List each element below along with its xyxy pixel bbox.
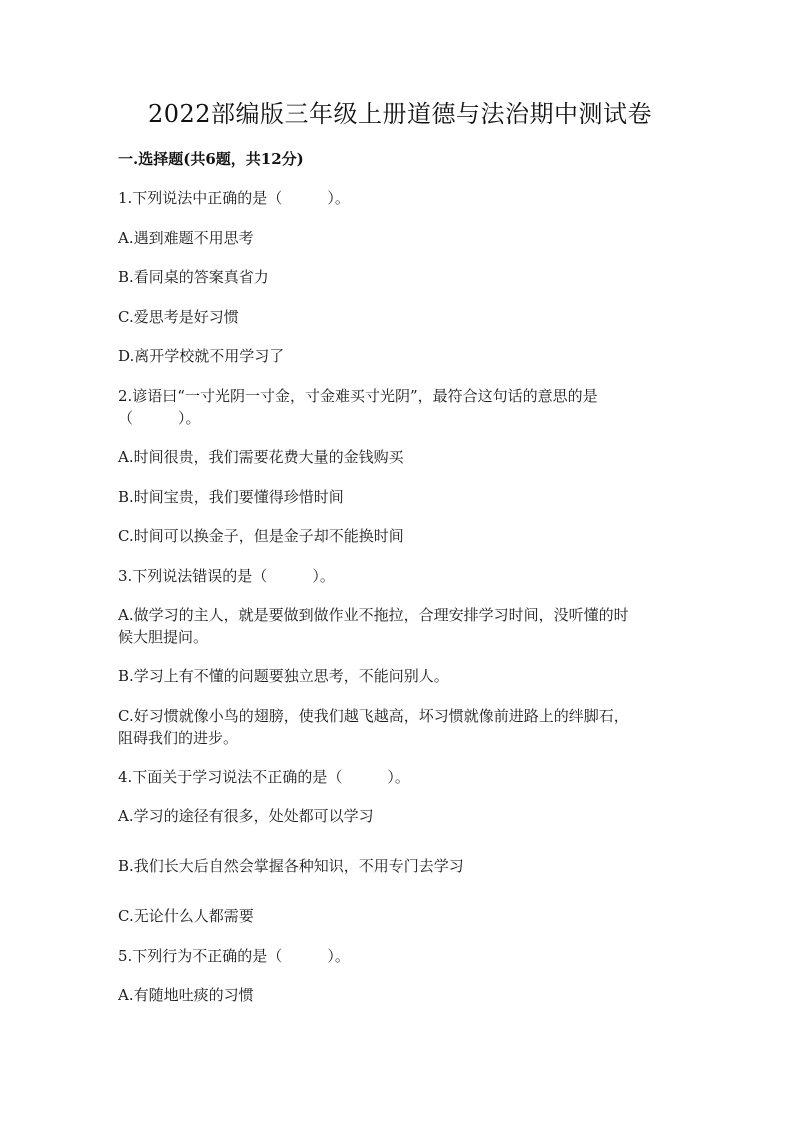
question-2-option-a: A.时间很贵，我们需要花费大量的金钱购买: [118, 448, 404, 466]
question-4-option-c: C.无论什么人都需要: [118, 907, 254, 925]
question-1-option-c: C.爱思考是好习惯: [118, 308, 239, 326]
question-5-stem: 5.下列行为不正确的是（ ）。: [118, 947, 350, 965]
question-5-option-a: A.有随地吐痰的习惯: [118, 986, 254, 1004]
question-3-stem: 3.下列说法错误的是（ ）。: [118, 567, 335, 585]
question-3-option-a-line1: A.做学习的主人，就是要做到做作业不拖拉，合理安排学习时间，没听懂的时: [118, 606, 629, 624]
question-4-option-b: B.我们长大后自然会掌握各种知识，不用专门去学习: [118, 857, 464, 875]
question-2-option-c: C.时间可以换金子，但是金子却不能换时间: [118, 527, 404, 545]
question-1-stem: 1.下列说法中正确的是（ ）。: [118, 189, 350, 207]
question-1-option-b: B.看同桌的答案真省力: [118, 268, 269, 286]
question-3-option-b: B.学习上有不懂的问题要独立思考，不能问别人。: [118, 667, 449, 685]
question-1-option-d: D.离开学校就不用学习了: [118, 347, 285, 365]
question-4-stem: 4.下面关于学习说法不正确的是（ ）。: [118, 768, 410, 786]
question-3-option-c-line1: C.好习惯就像小鸟的翅膀，使我们越飞越高，坏习惯就像前进路上的绊脚石，: [118, 707, 629, 725]
section-heading: 一.选择题(共6题，共12分): [118, 150, 304, 168]
question-3-option-c-line2: 阻碍我们的进步。: [118, 729, 239, 747]
question-1-option-a: A.遇到难题不用思考: [118, 229, 254, 247]
question-4-option-a: A.学习的途径有很多，处处都可以学习: [118, 807, 374, 825]
page-title: 2022部编版三年级上册道德与法治期中测试卷: [147, 100, 653, 128]
question-2-option-b: B.时间宝贵，我们要懂得珍惜时间: [118, 488, 344, 506]
question-2-stem-line2: （ ）。: [118, 409, 201, 427]
question-2-stem-line1: 2.谚语曰“一寸光阴一寸金，寸金难买寸光阴”，最符合这句话的意思的是: [118, 387, 598, 405]
question-3-option-a-line2: 候大胆提问。: [118, 628, 209, 646]
